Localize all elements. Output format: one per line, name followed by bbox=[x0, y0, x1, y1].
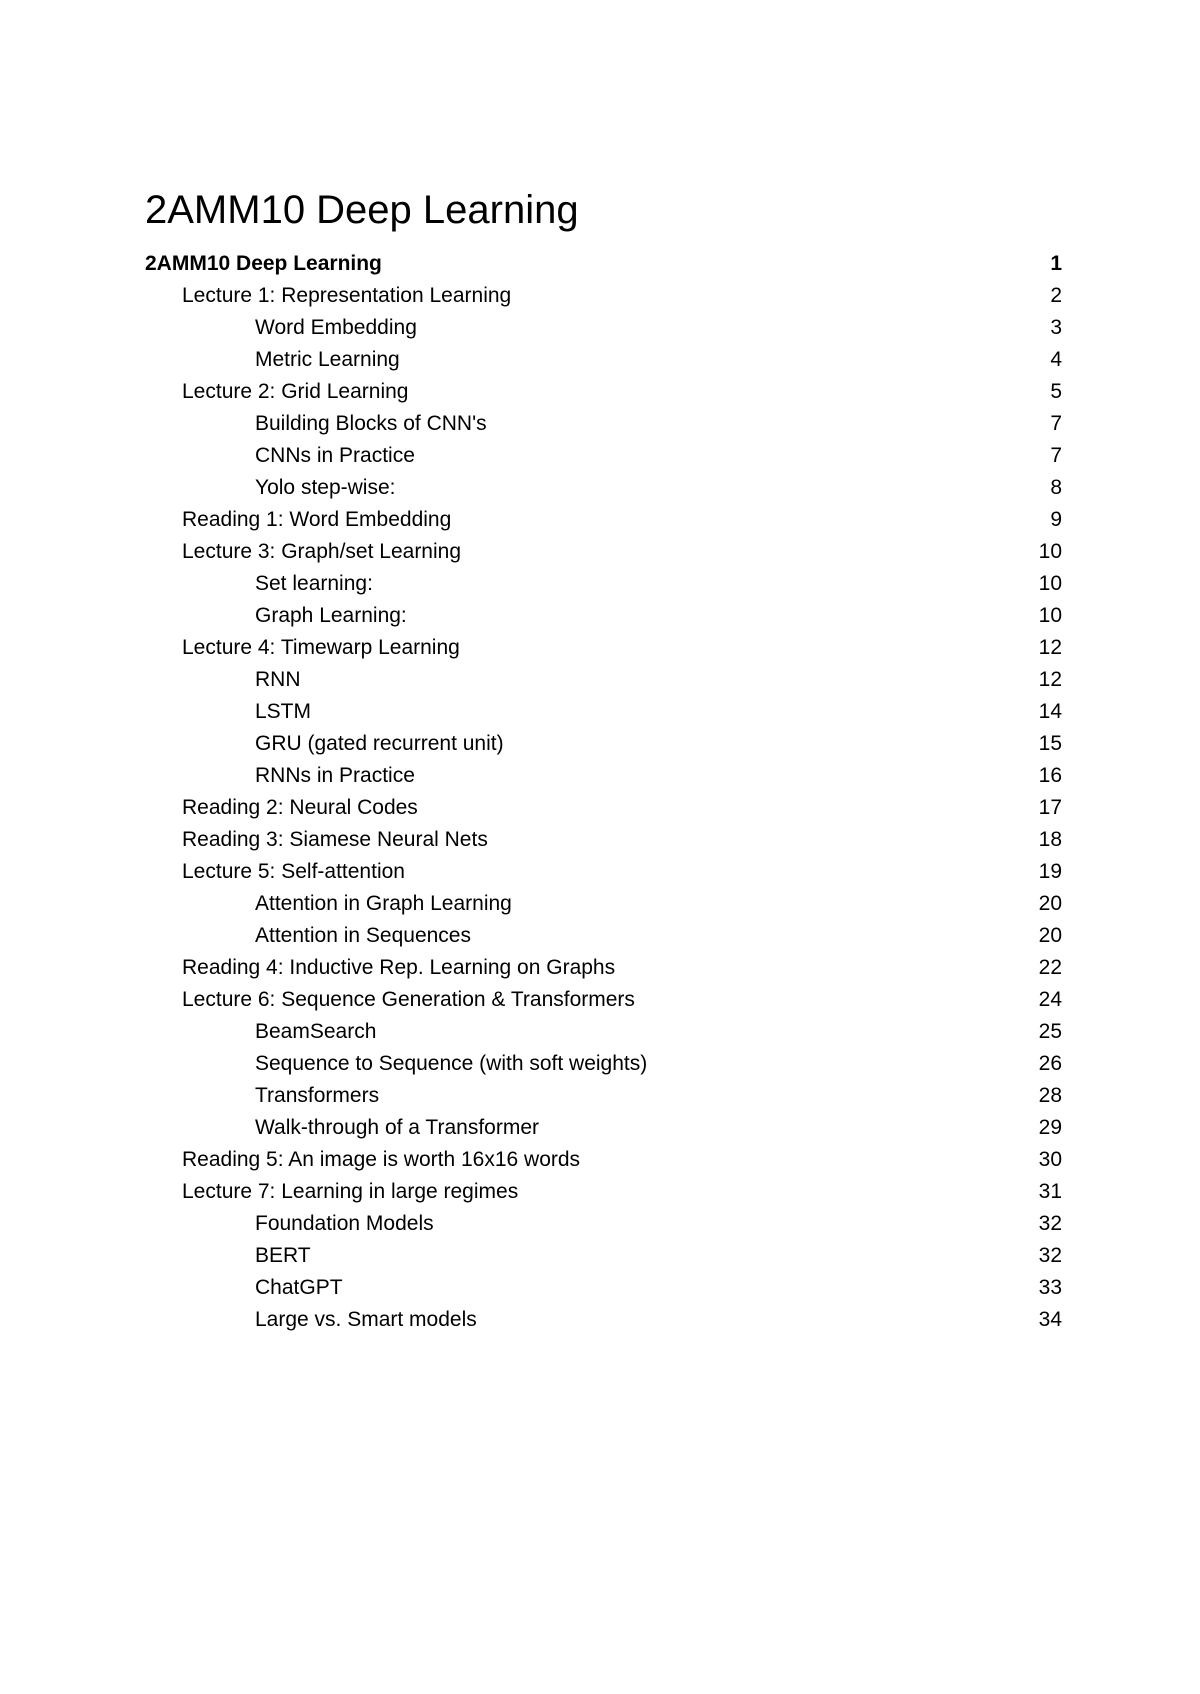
toc-entry-page-number[interactable]: 24 bbox=[1038, 988, 1062, 1011]
toc-entry-page-number[interactable]: 14 bbox=[1038, 700, 1062, 723]
toc-entry-label[interactable]: BeamSearch bbox=[255, 1020, 377, 1043]
toc-entry[interactable] bbox=[145, 1144, 1062, 1176]
toc-entry-page-number[interactable]: 18 bbox=[1038, 828, 1062, 851]
table-of-contents bbox=[145, 248, 1062, 1336]
toc-entry[interactable] bbox=[145, 280, 1062, 312]
toc-entry-label[interactable]: Reading 5: An image is worth 16x16 words bbox=[182, 1148, 581, 1171]
toc-entry[interactable] bbox=[145, 1272, 1062, 1304]
toc-entry-page-number[interactable]: 19 bbox=[1038, 860, 1062, 883]
toc-entry-page-number[interactable]: 1 bbox=[1050, 252, 1062, 275]
toc-entry-page-number[interactable]: 10 bbox=[1038, 540, 1062, 563]
toc-entry[interactable] bbox=[145, 984, 1062, 1016]
toc-entry[interactable] bbox=[145, 792, 1062, 824]
toc-entry[interactable] bbox=[145, 856, 1062, 888]
toc-entry-label[interactable]: RNNs in Practice bbox=[255, 764, 415, 787]
toc-entry[interactable] bbox=[145, 1048, 1062, 1080]
toc-entry-page-number[interactable]: 5 bbox=[1050, 380, 1062, 403]
toc-entry-label[interactable]: Transformers bbox=[255, 1084, 380, 1107]
toc-entry[interactable] bbox=[145, 408, 1062, 440]
toc-entry-page-number[interactable]: 20 bbox=[1038, 924, 1062, 947]
toc-entry-label[interactable]: Foundation Models bbox=[255, 1212, 434, 1235]
toc-entry-label[interactable]: LSTM bbox=[255, 700, 312, 723]
toc-entry-page-number[interactable]: 25 bbox=[1038, 1020, 1062, 1043]
toc-entry[interactable] bbox=[145, 312, 1062, 344]
toc-entry-page-number[interactable]: 10 bbox=[1038, 604, 1062, 627]
toc-entry-label[interactable]: Walk-through of a Transformer bbox=[255, 1116, 539, 1139]
toc-entry-label[interactable]: Lecture 3: Graph/set Learning bbox=[182, 540, 462, 563]
toc-entry[interactable] bbox=[145, 1304, 1062, 1336]
toc-entry-label[interactable]: CNNs in Practice bbox=[255, 444, 415, 467]
toc-entry[interactable] bbox=[145, 1176, 1062, 1208]
toc-entry[interactable] bbox=[145, 888, 1062, 920]
toc-entry-page-number[interactable]: 20 bbox=[1038, 892, 1062, 915]
toc-entry[interactable] bbox=[145, 248, 1062, 280]
toc-entry[interactable] bbox=[145, 664, 1062, 696]
toc-entry-label[interactable]: Word Embedding bbox=[255, 316, 417, 339]
toc-entry-page-number[interactable]: 3 bbox=[1050, 316, 1062, 339]
toc-entry-label[interactable]: Large vs. Smart models bbox=[255, 1308, 477, 1331]
toc-entry-label[interactable]: Reading 4: Inductive Rep. Learning on Graphs bbox=[182, 956, 616, 979]
toc-entry[interactable] bbox=[145, 1112, 1062, 1144]
toc-entry[interactable] bbox=[145, 472, 1062, 504]
toc-entry-page-number[interactable]: 28 bbox=[1038, 1084, 1062, 1107]
toc-entry-label[interactable]: RNN bbox=[255, 668, 301, 691]
toc-entry[interactable] bbox=[145, 1016, 1062, 1048]
toc-entry-label[interactable]: Graph Learning: bbox=[255, 604, 407, 627]
toc-entry-label[interactable]: Attention in Sequences bbox=[255, 924, 471, 947]
toc-entry[interactable] bbox=[145, 920, 1062, 952]
toc-entry-label[interactable]: Reading 3: Siamese Neural Nets bbox=[182, 828, 488, 851]
toc-entry-label[interactable]: Lecture 2: Grid Learning bbox=[182, 380, 409, 403]
toc-entry-label[interactable]: Lecture 6: Sequence Generation & Transformers bbox=[182, 988, 635, 1011]
toc-entry[interactable] bbox=[145, 504, 1062, 536]
toc-entry-label[interactable]: ChatGPT bbox=[255, 1276, 343, 1299]
toc-entry-label[interactable]: Lecture 5: Self-attention bbox=[182, 860, 405, 883]
toc-entry-page-number[interactable]: 33 bbox=[1038, 1276, 1062, 1299]
toc-entry-page-number[interactable]: 9 bbox=[1050, 508, 1062, 531]
toc-entry-label[interactable]: Lecture 4: Timewarp Learning bbox=[182, 636, 460, 659]
toc-entry[interactable] bbox=[145, 600, 1062, 632]
toc-entry-page-number[interactable]: 22 bbox=[1038, 956, 1062, 979]
toc-entry-label[interactable]: 2AMM10 Deep Learning bbox=[145, 252, 382, 275]
toc-entry-label[interactable]: Attention in Graph Learning bbox=[255, 892, 512, 915]
toc-entry-page-number[interactable]: 32 bbox=[1038, 1212, 1062, 1235]
toc-entry-page-number[interactable]: 4 bbox=[1050, 348, 1062, 371]
toc-entry[interactable] bbox=[145, 824, 1062, 856]
toc-entry[interactable] bbox=[145, 1208, 1062, 1240]
toc-entry[interactable] bbox=[145, 1240, 1062, 1272]
toc-entry-label[interactable]: Lecture 1: Representation Learning bbox=[182, 284, 512, 307]
toc-entry[interactable] bbox=[145, 760, 1062, 792]
toc-entry-label[interactable]: Lecture 7: Learning in large regimes bbox=[182, 1180, 519, 1203]
toc-entry-page-number[interactable]: 34 bbox=[1038, 1308, 1062, 1331]
document-title: 2AMM10 Deep Learning bbox=[145, 188, 579, 232]
toc-entry[interactable] bbox=[145, 696, 1062, 728]
toc-entry-page-number[interactable]: 17 bbox=[1038, 796, 1062, 819]
toc-entry[interactable] bbox=[145, 568, 1062, 600]
toc-entry-label[interactable]: Metric Learning bbox=[255, 348, 400, 371]
toc-entry-label[interactable]: Reading 2: Neural Codes bbox=[182, 796, 418, 819]
toc-entry-page-number[interactable]: 29 bbox=[1038, 1116, 1062, 1139]
toc-entry-page-number[interactable]: 15 bbox=[1038, 732, 1062, 755]
toc-entry-page-number[interactable]: 26 bbox=[1038, 1052, 1062, 1075]
toc-entry[interactable] bbox=[145, 728, 1062, 760]
toc-entry-page-number[interactable]: 31 bbox=[1038, 1180, 1062, 1203]
toc-entry-page-number[interactable]: 7 bbox=[1050, 444, 1062, 467]
toc-entry[interactable] bbox=[145, 440, 1062, 472]
toc-entry-label[interactable]: Yolo step-wise: bbox=[255, 476, 396, 499]
toc-entry-label[interactable]: BERT bbox=[255, 1244, 311, 1267]
toc-entry-page-number[interactable]: 16 bbox=[1038, 764, 1062, 787]
toc-entry-label[interactable]: Set learning: bbox=[255, 572, 373, 595]
toc-entry[interactable] bbox=[145, 376, 1062, 408]
toc-entry-page-number[interactable]: 7 bbox=[1050, 412, 1062, 435]
toc-entry-page-number[interactable]: 12 bbox=[1038, 668, 1062, 691]
toc-entry-label[interactable]: Building Blocks of CNN's bbox=[255, 412, 487, 435]
toc-entry[interactable] bbox=[145, 632, 1062, 664]
toc-entry[interactable] bbox=[145, 344, 1062, 376]
toc-entry-label[interactable]: Sequence to Sequence (with soft weights) bbox=[255, 1052, 648, 1075]
toc-entry-page-number[interactable]: 12 bbox=[1038, 636, 1062, 659]
toc-entry-page-number[interactable]: 10 bbox=[1038, 572, 1062, 595]
toc-entry-page-number[interactable]: 30 bbox=[1038, 1148, 1062, 1171]
toc-entry-page-number[interactable]: 2 bbox=[1050, 284, 1062, 307]
toc-entry[interactable] bbox=[145, 536, 1062, 568]
toc-entry-page-number[interactable]: 8 bbox=[1050, 476, 1062, 499]
toc-entry[interactable] bbox=[145, 952, 1062, 984]
toc-entry-label[interactable]: Reading 1: Word Embedding bbox=[182, 508, 452, 531]
toc-entry[interactable] bbox=[145, 1080, 1062, 1112]
toc-entry-page-number[interactable]: 32 bbox=[1038, 1244, 1062, 1267]
toc-entry-label[interactable]: GRU (gated recurrent unit) bbox=[255, 732, 504, 755]
